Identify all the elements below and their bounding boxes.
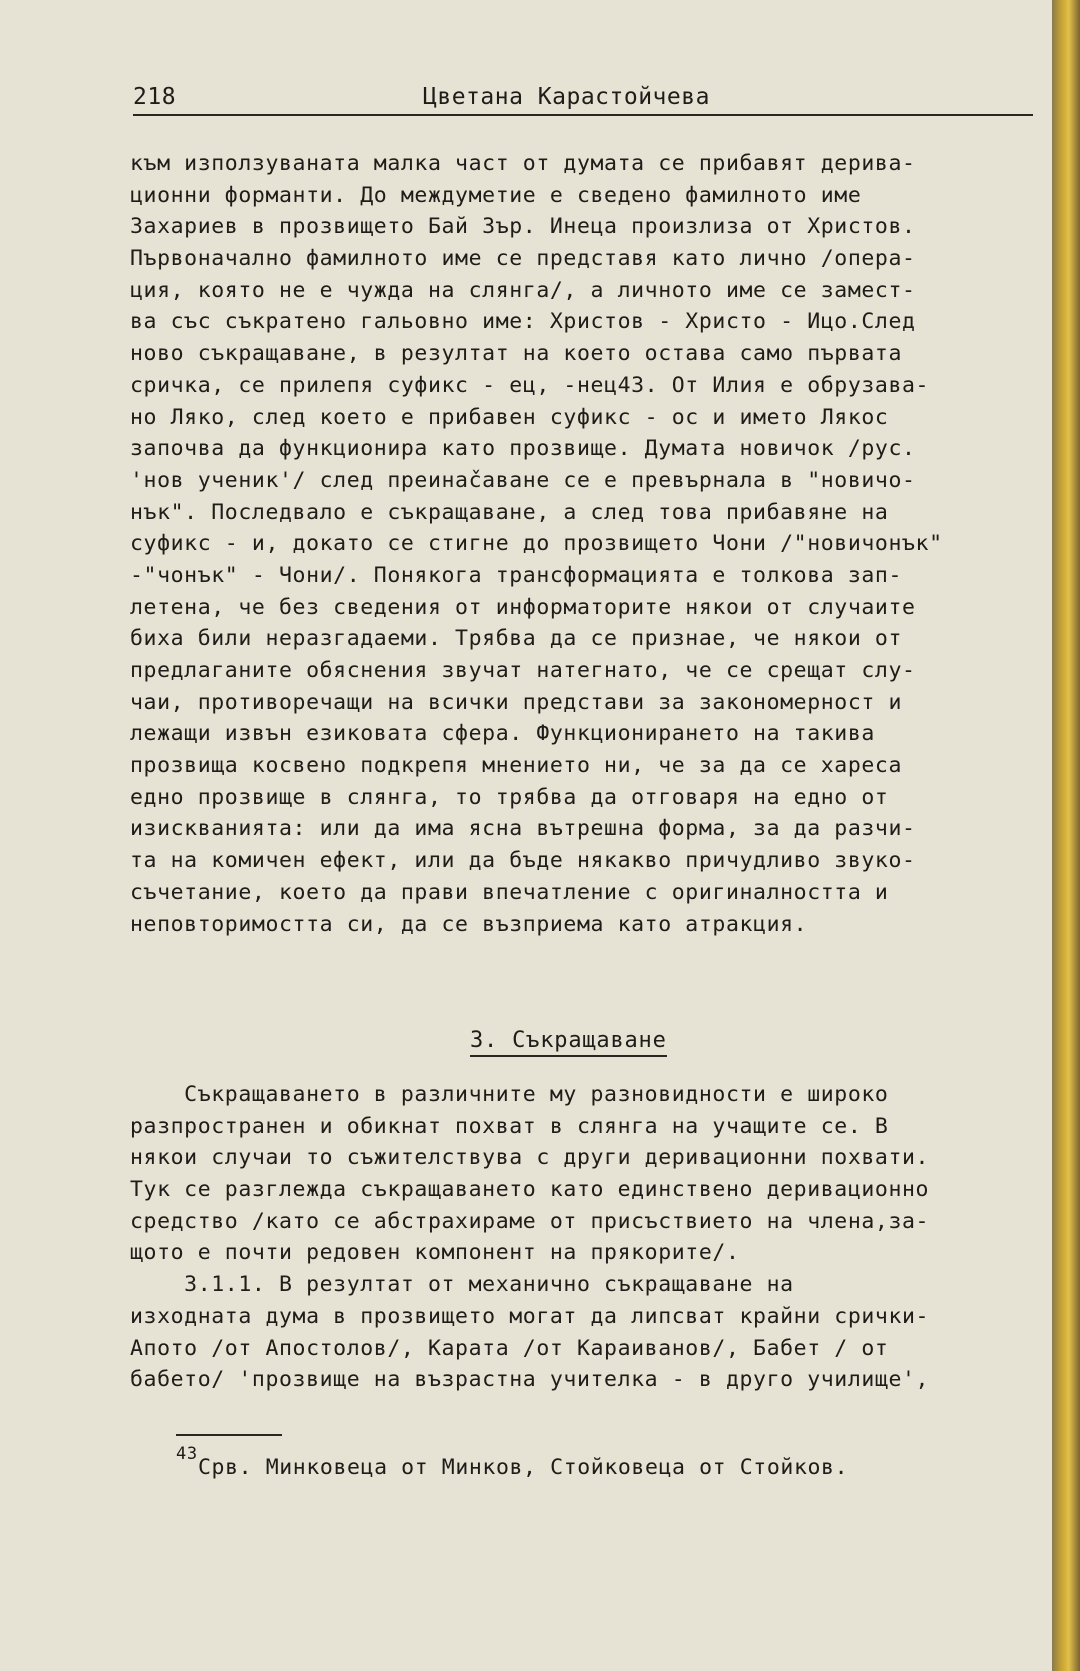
text-line: -"чонък" - Чони/. Понякога трансформацията е толкова зап-	[130, 562, 903, 588]
text-line: изходната дума в прозвището могат да липсват крайни срички-	[130, 1303, 930, 1329]
text-line: средство /като се абстрахираме от присъствието на члена,за-	[130, 1208, 930, 1234]
text-line: ново съкращаване, в резултат на което остава само първата	[130, 341, 903, 367]
footnote-number: 43	[176, 1444, 198, 1464]
text-line: ция, която не е чужда на слянга/, а личното име се замест-	[130, 277, 916, 303]
text-line: та на комичен ефект, или да бъде някакво причудливо звуко-	[130, 848, 916, 874]
text-line: чаи, противоречащи на всички представи за закономерност и	[130, 689, 903, 715]
footnote-text: Срв. Минковеца от Минков, Стойковеца от Стойков.	[198, 1455, 849, 1480]
text-line: Тук се разглежда съкращаването като единствено деривационно	[130, 1177, 930, 1203]
text-line: към използуваната малка част от думата се прибавят дерива-	[130, 151, 916, 176]
text-line: летена, че без сведения от информаторите някои от случаите	[130, 594, 916, 620]
text-line: 3.1.1. В резултат от механично съкращаване на	[130, 1272, 794, 1298]
text-line: биха били неразгадаеми. Трябва да се признае, че някои от	[130, 626, 903, 652]
text-line: неповторимостта си, да се възприема като атракция.	[130, 911, 808, 937]
text-line: прозвища косвено подкрепя мнението ни, че за да се хареса	[130, 753, 903, 779]
text-line: сричка, се прилепя суфикс - ец, -нец43. От Илия е обрузава-	[130, 372, 930, 398]
section-heading	[470, 1028, 667, 1053]
text-line: 'нов ученик'/ след преинačаване се е превърнала в "новичо-	[130, 467, 916, 493]
text-line: разпространен и обикнат похват в слянга на учащите се. В	[130, 1113, 889, 1139]
page-header	[133, 84, 1033, 116]
running-head-author: Цветана Карастойчева	[423, 84, 710, 110]
text-line: нък". Последвало е съкращаване, а след това прибавяне на	[130, 499, 889, 525]
text-line: съчетание, което да прави впечатление с оригиналността и	[130, 879, 889, 905]
text-line: суфикс - и, докато се стигне до прозвището Чони /"новичонък"	[130, 531, 943, 557]
text-line: бабето/ 'прозвище на възрастна учителка - в друго училище',	[130, 1367, 930, 1393]
text-line: щото е почти редовен компонент на прякорите/.	[130, 1240, 740, 1266]
text-line: някои случаи то съжителствува с други деривационни похвати.	[130, 1145, 930, 1171]
text-line: предлаганите обяснения звучат натегнато, че се срещат слу-	[130, 658, 916, 683]
text-line: ва със съкратено гальовно име: Христов - Христо - Ицо.След	[130, 309, 916, 335]
text-line: но Ляко, след което е прибавен суфикс - ос и името Лякос	[130, 404, 889, 430]
text-line: изискванията: или да има ясна вътрешна форма, за да разчи-	[130, 816, 916, 842]
header-rule	[133, 114, 1033, 116]
text-line: Съкращаването в различните му разновидности е широко	[130, 1082, 889, 1107]
paragraph-2	[130, 1079, 1030, 1396]
book-edge	[1052, 0, 1080, 1671]
section-heading-text: 3. Съкращаване	[470, 1028, 667, 1057]
footnote-rule	[176, 1434, 282, 1436]
text-line: лежащи извън езиковата сфера. Функционирането на такива	[130, 721, 875, 747]
text-line: едно прозвище в слянга, то трябва да отговаря на едно от	[130, 784, 889, 810]
page-number: 218	[133, 84, 177, 110]
text-line: започва да функционира като прозвище. Думата новичок /рус.	[130, 436, 916, 462]
text-line: Захариев в прозвището Бай Зър. Инеца произлиза от Христов.	[130, 214, 916, 240]
text-line: ционни форманти. До междуметие е сведено фамилното име	[130, 182, 862, 208]
paragraph-1	[130, 148, 1030, 940]
text-line: Апото /от Апостолов/, Карата /от Караиванов/, Бабет / от	[130, 1335, 889, 1361]
text-line: Първоначално фамилното име се представя като лично /опера-	[130, 246, 916, 272]
